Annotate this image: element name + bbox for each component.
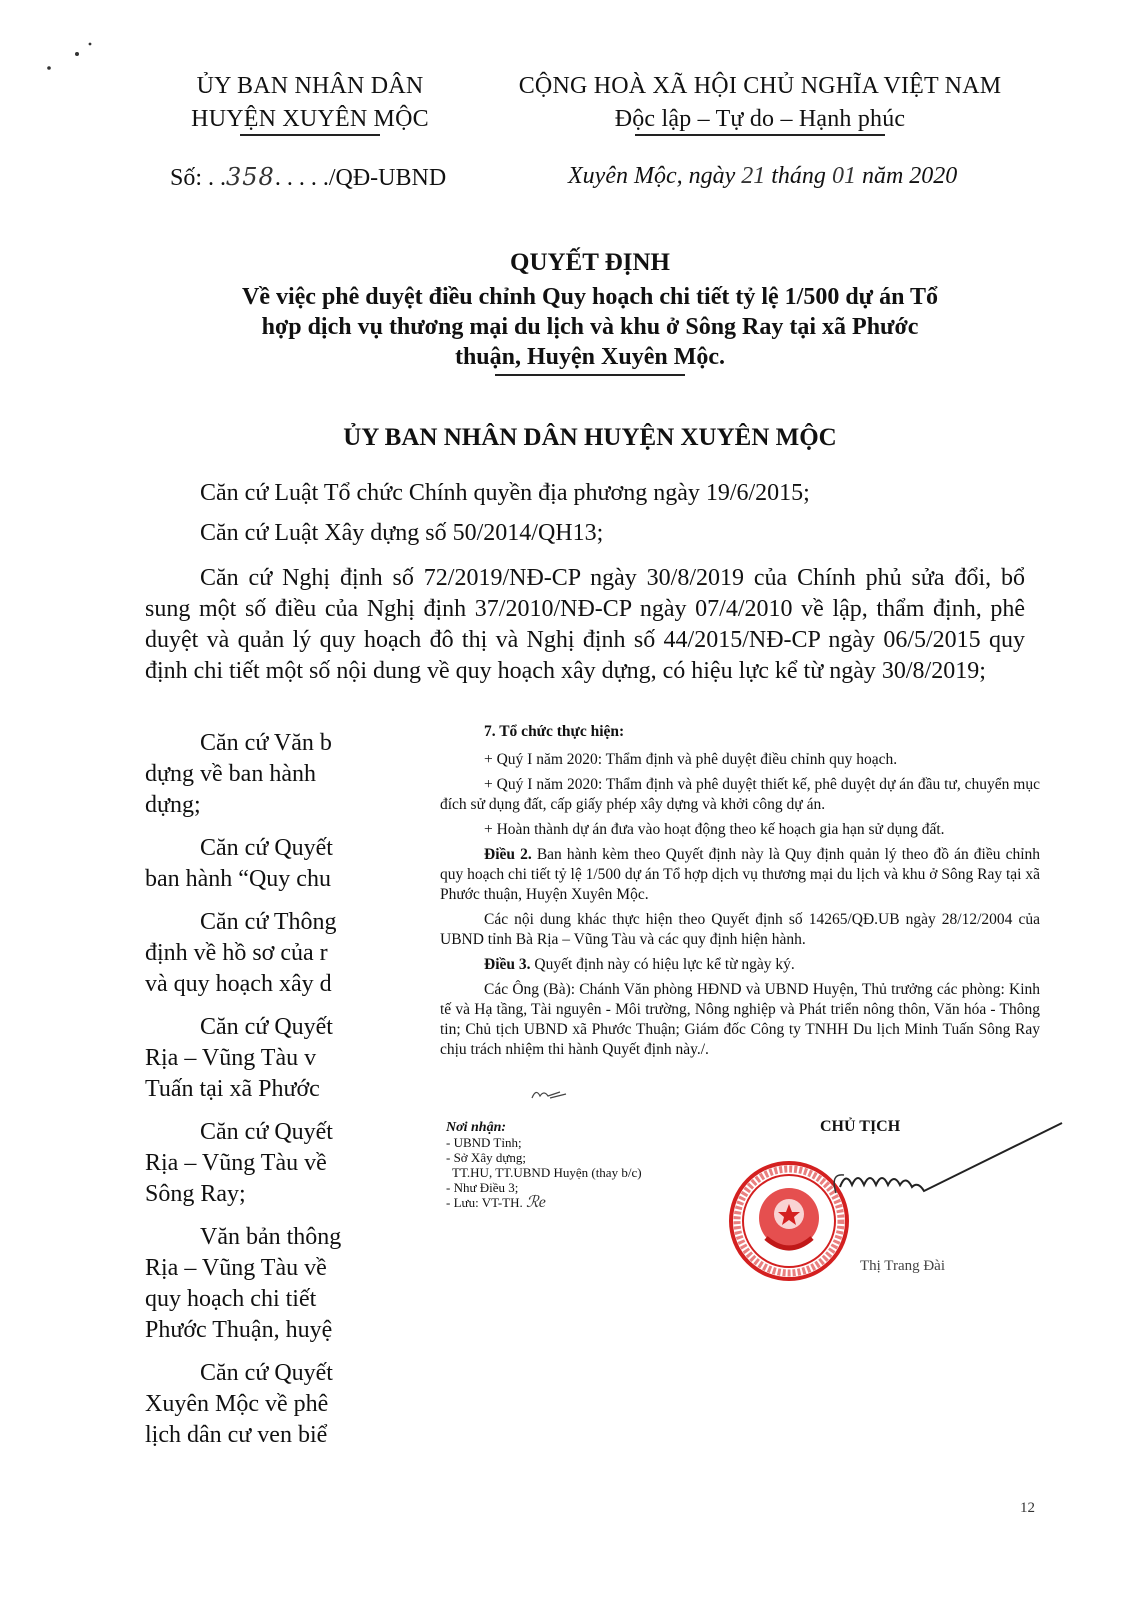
responsibility-clause: Các Ông (Bà): Chánh Văn phòng HĐND và UBND Huyện, Thủ trưởng các phòng: Kinh tế và Hạ tầng, Tài nguyên - Môi trường, Nông nghiệp và Phát triển nông thôn, Văn hóa - Thông tin; Chủ tịch UBND xã Phước Thuận; Giám đốc Công ty TNHH Du lịch Minh Tuấn Sông Ray chịu trách nhiệm thi hành Quyết định này./. bbox=[440, 981, 1040, 1058]
decision-subject-line1: Về việc phê duyệt điều chỉnh Quy hoạch chi tiết tỷ lệ 1/500 dự án Tổ bbox=[241, 284, 938, 310]
article-2-text: Ban hành kèm theo Quyết định này là Quy định quản lý theo đồ án điều chỉnh quy hoạch chi tiết tỷ lệ 1/500 dự án Tổ hợp dịch vụ thương mại du lịch và khu ở Sông Ray tại xã Phước thuận, Huyện Xuyên Mộc. bbox=[440, 846, 1041, 903]
fragment-line: Rịa – Vũng Tàu v bbox=[145, 1045, 317, 1071]
signature-icon bbox=[800, 1115, 1070, 1235]
authority-line2: HUYỆN XUYÊN MỘC bbox=[191, 106, 429, 132]
recipient-item: - UBND Tỉnh; bbox=[446, 1135, 522, 1150]
doc-number-handwritten: 358 bbox=[226, 163, 275, 191]
article-2-label: Điều 2. bbox=[484, 846, 532, 863]
preamble-item-1: Căn cứ Luật Tổ chức Chính quyền địa phương ngày 19/6/2015; bbox=[200, 480, 810, 506]
doc-number-prefix: Số: . . bbox=[170, 165, 227, 191]
article-2 bbox=[440, 845, 1040, 905]
date-year: năm 2020 bbox=[861, 163, 958, 189]
nation-title: CỘNG HOÀ XÃ HỘI CHỦ NGHĨA VIỆT NAM bbox=[518, 73, 1002, 99]
date-day: 21 bbox=[741, 163, 766, 189]
authority-line1: ỦY BAN NHÂN DÂN bbox=[196, 73, 424, 99]
recipients-block bbox=[446, 1120, 706, 1210]
fragment-line: dựng về ban hành bbox=[145, 761, 316, 787]
document-date bbox=[568, 163, 957, 190]
title-underline bbox=[495, 374, 685, 376]
date-month: 01 bbox=[831, 163, 856, 189]
fragment-line: Rịa – Vũng Tàu về bbox=[145, 1150, 327, 1176]
article-3-text: Quyết định này có hiệu lực kể từ ngày ký. bbox=[534, 956, 795, 973]
fragment-line: Phước Thuận, huyệ bbox=[145, 1317, 333, 1343]
motto: Độc lập – Tự do – Hạnh phúc bbox=[614, 106, 906, 132]
left-column-fragments bbox=[145, 728, 355, 1451]
fragment-line: Tuấn tại xã Phước bbox=[145, 1076, 320, 1102]
signer-name: Thị Trang Đài bbox=[860, 1258, 946, 1274]
preamble-item-2: Căn cứ Luật Xây dựng số 50/2014/QH13; bbox=[200, 520, 604, 546]
fragment-line: Rịa – Vũng Tàu về bbox=[145, 1255, 327, 1281]
fragment-line: Căn cứ Thông bbox=[200, 909, 337, 935]
fragment-line: Xuyên Mộc về phê bbox=[145, 1391, 329, 1417]
recipients-heading: Nơi nhận: bbox=[446, 1120, 507, 1135]
recipient-item: - Như Điều 3; bbox=[446, 1180, 519, 1195]
implementation-item-2: + Quý I năm 2020: Thẩm định và phê duyệt thiết kế, phê duyệt dự án đầu tư, chuyển mục đích sử dụng đất, cấp giấy phép xây dựng và khởi công dự án. bbox=[440, 776, 1040, 813]
section-7-title: 7. Tổ chức thực hiện: bbox=[484, 723, 625, 740]
fragment-line: lịch dân cư ven biể bbox=[145, 1422, 328, 1448]
decision-subject-line3: thuận, Huyện Xuyên Mộc. bbox=[454, 344, 726, 370]
other-content: Các nội dung khác thực hiện theo Quyết định số 14265/QĐ.UB ngày 28/12/2004 của UBND tỉnh Bà Rịa – Vũng Tàu và các quy định hiện hành. bbox=[440, 911, 1040, 948]
overlay-excerpt bbox=[440, 722, 1040, 1102]
decision-subject-line2: hợp dịch vụ thương mại du lịch và khu ở Sông Ray tại xã Phước bbox=[261, 314, 919, 340]
document-number bbox=[170, 163, 446, 192]
fragment-line: Căn cứ Văn b bbox=[200, 730, 332, 756]
recipient-item: TT.HU, TT.UBND Huyện (thay b/c) bbox=[452, 1165, 642, 1180]
article-3 bbox=[440, 955, 1040, 975]
date-place: Xuyên Mộc, ngày bbox=[568, 163, 736, 189]
fragment-line: và quy hoạch xây d bbox=[145, 971, 332, 997]
fragment-line: Văn bản thông bbox=[200, 1224, 342, 1250]
fragment-line: Căn cứ Quyết bbox=[200, 1360, 333, 1386]
recipient-item: - Sở Xây dựng; bbox=[446, 1150, 526, 1165]
issuer-heading: ỦY BAN NHÂN DÂN HUYỆN XUYÊN MỘC bbox=[343, 424, 837, 451]
recipient-archive: - Lưu: VT-TH. bbox=[446, 1195, 523, 1210]
archive-initial-icon: ℛe bbox=[526, 1194, 546, 1211]
fragment-line: Sông Ray; bbox=[145, 1181, 246, 1207]
doc-number-suffix: . . . . ./QĐ-UBND bbox=[274, 165, 447, 191]
initial-scribble-icon bbox=[530, 1086, 570, 1102]
preamble-item-3: Căn cứ Nghị định số 72/2019/NĐ-CP ngày 30/8/2019 của Chính phủ sửa đổi, bổ sung một số điều của Nghị định 37/2010/NĐ-CP ngày 07/4/2010 về lập, thẩm định, phê duyệt và quản lý quy hoạch đô thị và Nghị định số 44/2015/NĐ-CP ngày 06/5/2015 quy định chi tiết một số nội dung về quy hoạch xây dựng, có hiệu lực kể từ ngày 30/8/2019; bbox=[145, 565, 1025, 684]
article-3-label: Điều 3. bbox=[484, 956, 531, 973]
national-motto bbox=[480, 70, 1040, 136]
fragment-line: quy hoạch chi tiết bbox=[145, 1286, 317, 1312]
implementation-item-3: + Hoàn thành dự án đưa vào hoạt động theo kế hoạch gia hạn sử dụng đất. bbox=[484, 821, 945, 838]
scan-specks bbox=[40, 36, 100, 76]
fragment-line: dựng; bbox=[145, 792, 201, 818]
signer-title: CHỦ TỊCH bbox=[820, 1118, 901, 1135]
page-number: 12 bbox=[1020, 1500, 1035, 1516]
date-month-label: tháng bbox=[771, 163, 826, 189]
implementation-item-1: + Quý I năm 2020: Thẩm định và phê duyệt điều chỉnh quy hoạch. bbox=[484, 751, 898, 768]
fragment-line: Căn cứ Quyết bbox=[200, 835, 333, 861]
decision-title bbox=[150, 248, 1030, 376]
issuing-authority bbox=[150, 70, 470, 136]
fragment-line: Căn cứ Quyết bbox=[200, 1119, 333, 1145]
fragment-line: định về hồ sơ của r bbox=[145, 940, 328, 966]
fragment-line: ban hành “Quy chu bbox=[145, 866, 331, 892]
recipient-item bbox=[446, 1195, 706, 1210]
fragment-line: Căn cứ Quyết bbox=[200, 1014, 333, 1040]
decision-heading: QUYẾT ĐỊNH bbox=[510, 249, 670, 276]
